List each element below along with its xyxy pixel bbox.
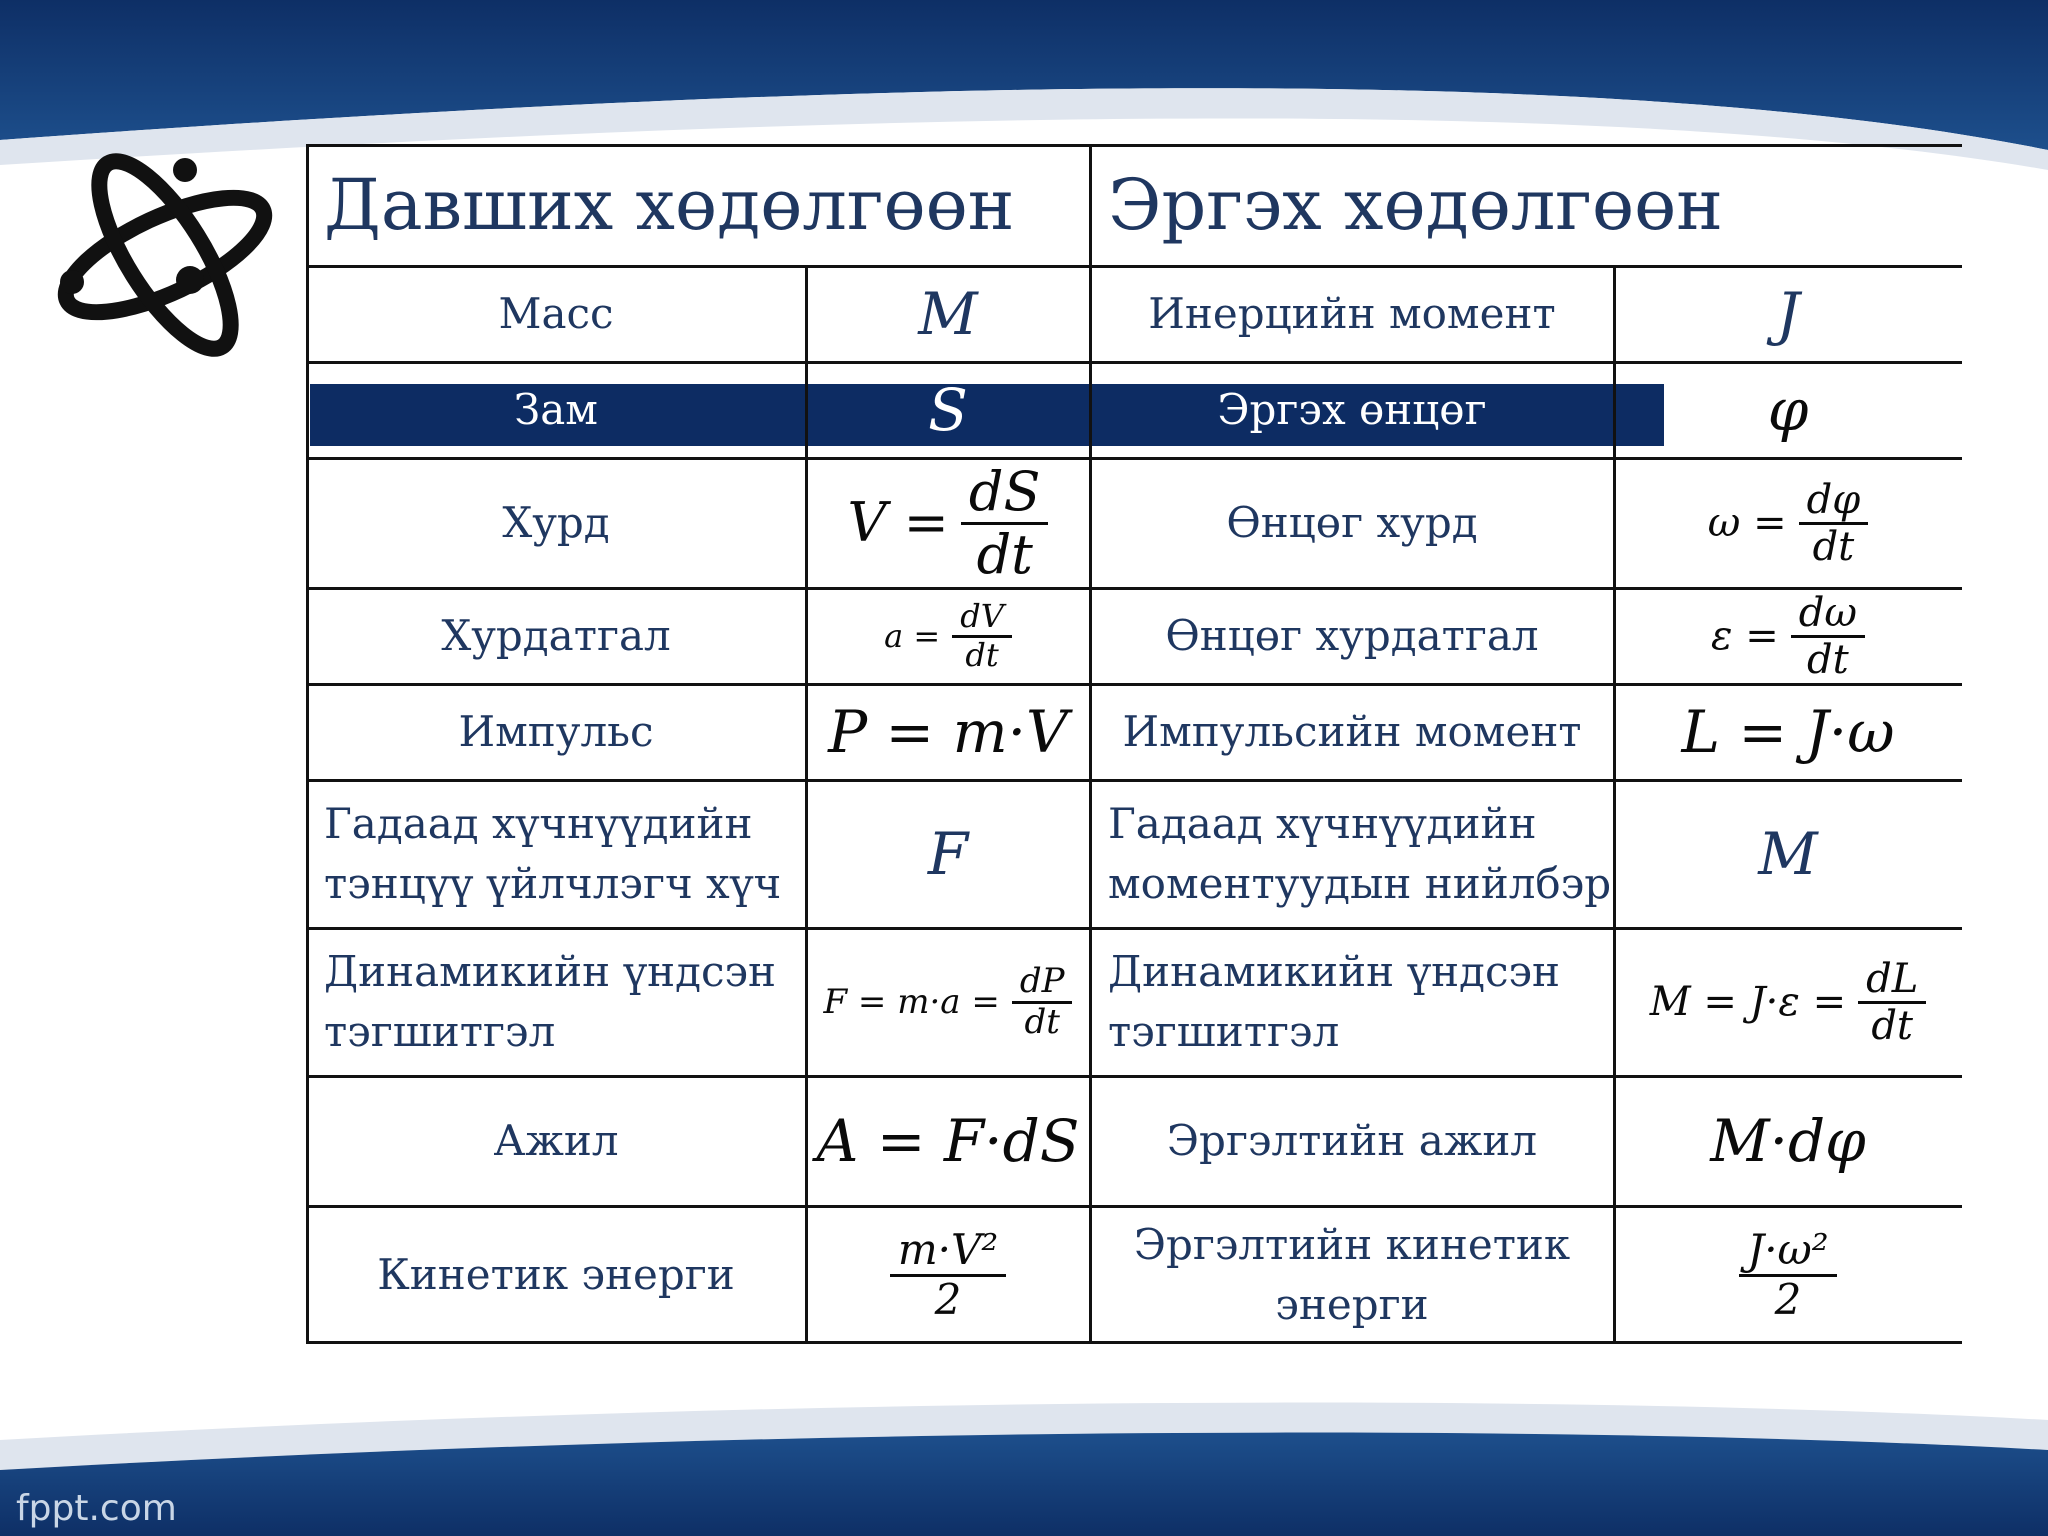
formula-rotational-kinetic-energy <box>1614 1206 1962 1344</box>
cell-angular-momentum: Импульсийн момент <box>1122 707 1582 756</box>
cell-momentum: Импульс <box>458 707 654 756</box>
cell-mass: Масс <box>498 289 614 338</box>
cell-dynamics-equation-left: Динамикийн үндсэн тэгшитгэл <box>324 947 777 1056</box>
formula-newton-num: dP <box>1012 963 1073 1003</box>
formula-rotational-work: M·dφ <box>1710 1107 1866 1175</box>
formula-velocity <box>806 458 1090 588</box>
formula-angular-acceleration-num: dω <box>1791 591 1865 638</box>
formula-angular-velocity-den: dt <box>1812 523 1855 570</box>
formula-angular-acceleration <box>1614 588 1962 684</box>
formula-kinetic-energy <box>806 1206 1090 1344</box>
cell-net-force: Гадаад хүчнүүдийн тэнцүү үйлчлэгч хүч <box>324 799 782 908</box>
formula-velocity-den: dt <box>976 522 1033 586</box>
grid-line <box>306 1341 1962 1344</box>
cell-rotational-kinetic-energy: Эргэлтийн кинетик энерги <box>1133 1220 1571 1329</box>
formula-angular-momentum: L = J·ω <box>1681 698 1895 766</box>
grid-line <box>306 1205 1962 1208</box>
formula-acceleration-num: dV <box>952 599 1012 637</box>
cell-rotational-work: Эргэлтийн ажил <box>1166 1116 1538 1165</box>
grid-line <box>306 683 1962 686</box>
sym-force: F <box>927 820 969 888</box>
grid-line <box>306 587 1962 590</box>
formula-acceleration-lhs: a = <box>884 617 941 655</box>
cell-work: Ажил <box>493 1116 619 1165</box>
footer-brand: fppt.com <box>16 1488 177 1529</box>
formula-kinetic-den: 2 <box>934 1274 962 1324</box>
formula-velocity-lhs: V = <box>847 491 949 554</box>
formula-work: A = F·dS <box>816 1107 1080 1175</box>
grid-line <box>306 457 1962 460</box>
grid-line <box>306 361 1962 364</box>
formula-acceleration <box>806 588 1090 684</box>
sym-path: S <box>928 376 968 444</box>
cell-velocity: Хурд <box>502 498 610 547</box>
formula-newton-second-law <box>806 928 1090 1076</box>
formula-momentum: P = m·V <box>828 698 1068 766</box>
sym-inertia: J <box>1776 280 1800 348</box>
formula-angular-velocity-num: dφ <box>1799 478 1869 525</box>
formula-rotational-lhs: M = J·ε = <box>1649 979 1847 1025</box>
grid-line <box>805 266 808 1344</box>
formula-rot-kinetic-den: 2 <box>1774 1274 1802 1324</box>
grid-line <box>1613 266 1616 1344</box>
formula-kinetic-num: m·V² <box>890 1227 1006 1276</box>
header-rotational: Эргэх хөдөлгөөн <box>1108 164 1723 246</box>
formula-acceleration-den: dt <box>965 635 999 674</box>
grid-line <box>306 927 1962 930</box>
cell-angular-velocity: Өнцөг хурд <box>1226 498 1478 547</box>
formula-newton-lhs: F = m·a = <box>823 982 1000 1022</box>
formula-velocity-num: dS <box>961 462 1049 524</box>
cell-acceleration: Хурдатгал <box>441 611 671 660</box>
header-translational: Давших хөдөлгөөн <box>324 164 1015 246</box>
formula-rot-kinetic-num: J·ω² <box>1739 1227 1836 1276</box>
sym-mass: M <box>918 280 978 348</box>
formula-rotational-den: dt <box>1871 1002 1914 1049</box>
grid-line <box>306 144 309 1344</box>
cell-kinetic-energy: Кинетик энерги <box>377 1250 735 1299</box>
formula-angular-acceleration-lhs: ε = <box>1711 613 1779 659</box>
cell-moment-of-inertia: Инерцийн момент <box>1148 289 1556 338</box>
cell-dynamics-equation-right: Динамикийн үндсэн тэгшитгэл <box>1108 947 1561 1056</box>
cell-net-torque: Гадаад хүчнүүдийн моментуудын нийлбэр <box>1108 799 1612 908</box>
grid-line <box>306 779 1962 782</box>
grid-line <box>306 1075 1962 1078</box>
cell-path: Зам <box>514 385 598 434</box>
formula-rotational-num: dL <box>1858 957 1926 1004</box>
grid-line <box>1089 144 1092 1344</box>
formula-angular-velocity <box>1614 458 1962 588</box>
formula-angular-acceleration-den: dt <box>1807 636 1849 683</box>
formula-rotational-dynamics <box>1614 928 1962 1076</box>
grid-line <box>306 265 1962 268</box>
formula-angular-velocity-lhs: ω = <box>1707 500 1787 546</box>
grid-line <box>306 144 1962 147</box>
atom-icon <box>50 140 280 370</box>
cell-angular-acceleration: Өнцөг хурдатгал <box>1165 611 1539 660</box>
motion-comparison-table <box>306 144 1962 1344</box>
sym-angle: φ <box>1767 376 1809 444</box>
cell-rotation-angle: Эргэх өнцөг <box>1217 385 1487 434</box>
sym-torque: M <box>1758 820 1818 888</box>
formula-newton-den: dt <box>1024 1001 1060 1042</box>
